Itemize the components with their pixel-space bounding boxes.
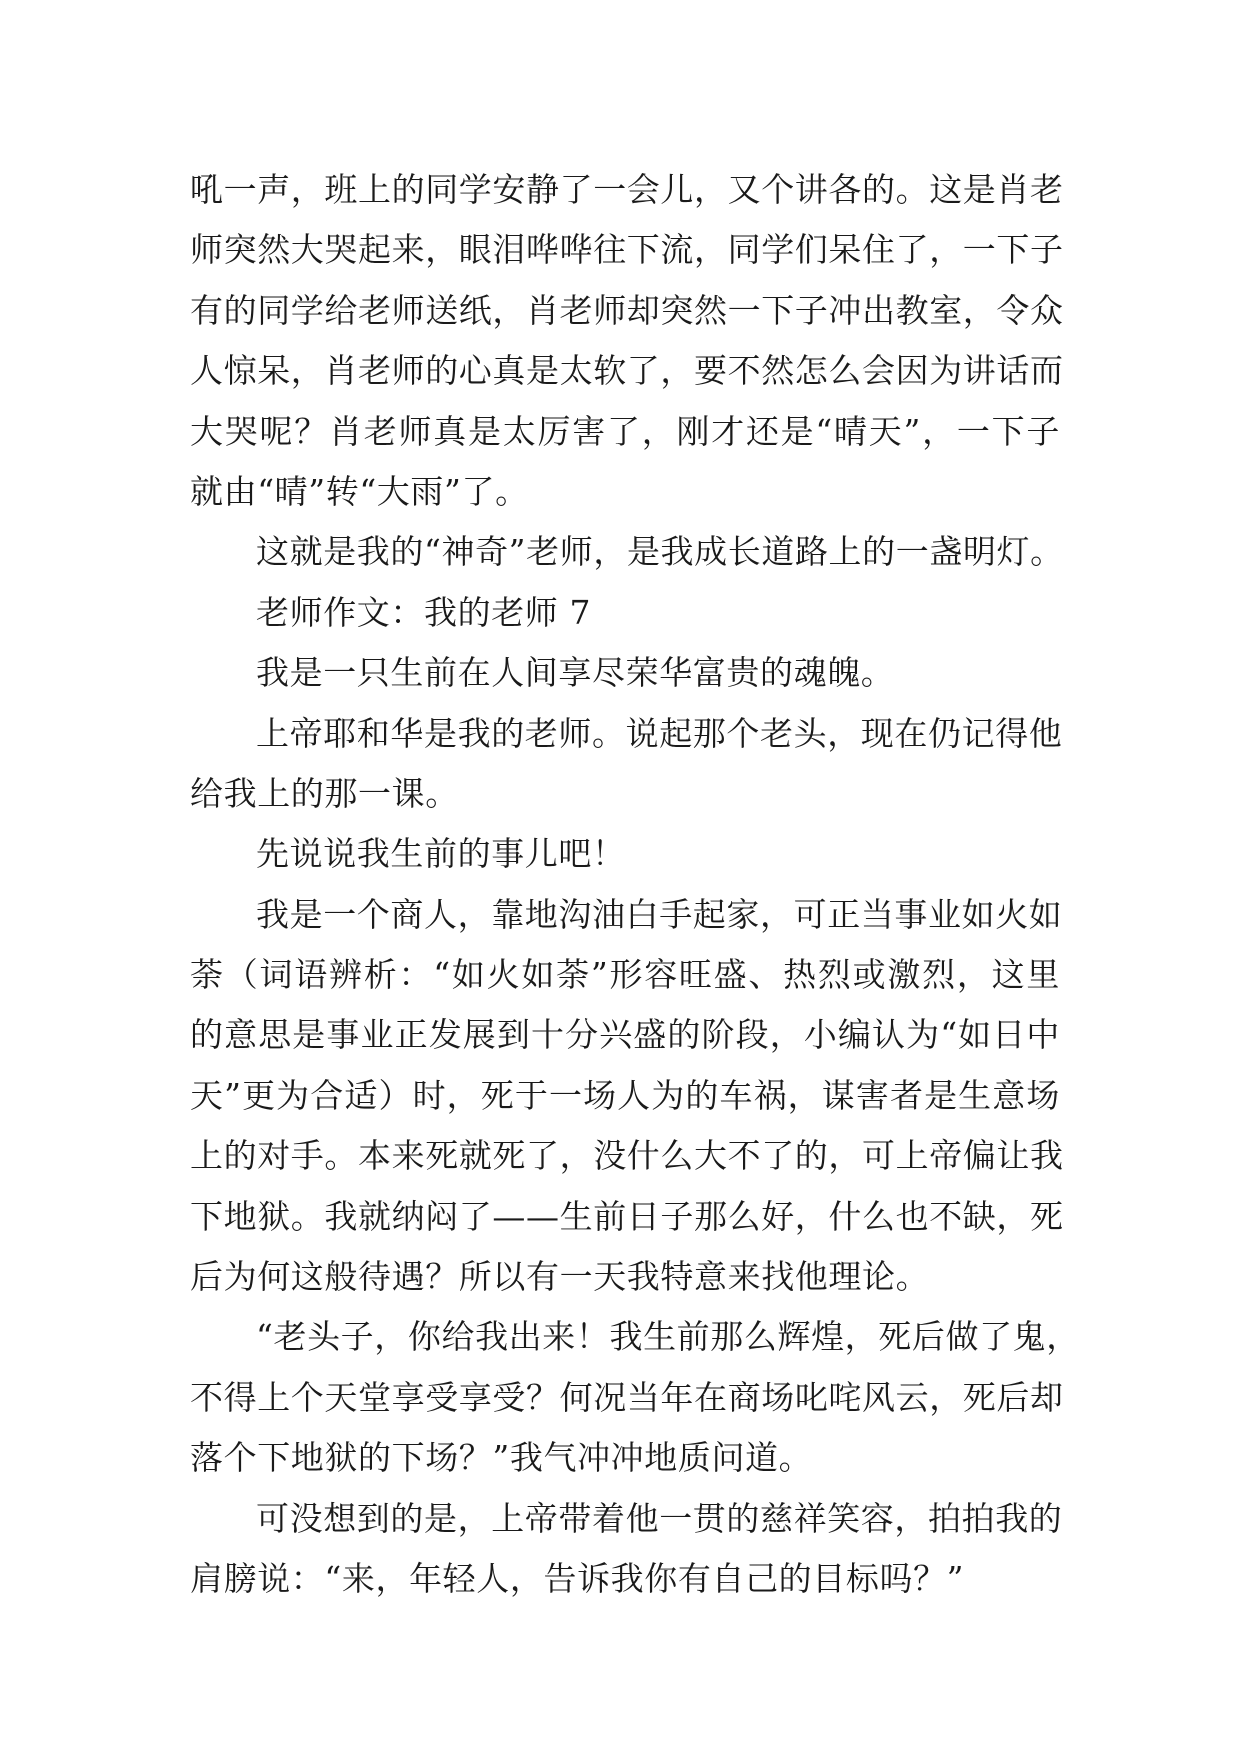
text-line: 有的同学给老师送纸，肖老师却突然一下子冲出教室，令众 [190, 290, 1064, 330]
paragraph-start-line: “老头子，你给我出来！我生前那么辉煌，死后做了鬼， [256, 1317, 1080, 1357]
text-line: 的意思是事业正发展到十分兴盛的阶段，小编认为“如日中 [190, 1015, 1060, 1055]
text-line: 师突然大哭起来，眼泪哗哗往下流，同学们呆住了，一下子 [190, 230, 1064, 270]
text-line: 后为何这般待遇？所以有一天我特意来找他理论。 [190, 1257, 930, 1297]
text-line: 不得上个天堂享受享受？何况当年在商场叱咤风云，死后却 [190, 1377, 1064, 1417]
text-line: 肩膀说：“来，年轻人，告诉我你有自己的目标吗？” [190, 1558, 965, 1598]
paragraph-start-line: 这就是我的“神奇”老师，是我成长道路上的一盏明灯。 [256, 532, 1064, 572]
text-line: 给我上的那一课。 [190, 773, 459, 813]
text-line: 落个下地狱的下场？”我气冲冲地质问道。 [190, 1438, 813, 1478]
paragraph-start-line: 上帝耶和华是我的老师。说起那个老头，现在仍记得他 [256, 713, 1063, 753]
paragraph-start-line: 我是一只生前在人间享尽荣华富贵的魂魄。 [256, 653, 895, 693]
text-line: 人惊呆，肖老师的心真是太软了，要不然怎么会因为讲话而 [190, 351, 1064, 391]
paragraph-start-line: 先说说我生前的事儿吧！ [256, 834, 626, 874]
document-body [190, 160, 1080, 1609]
text-line: 大哭呢？肖老师真是太厉害了，刚才还是“晴天”，一下子 [190, 411, 1060, 451]
section-heading: 老师作文：我的老师 7 [256, 592, 592, 632]
text-line: 吼一声，班上的同学安静了一会儿，又个讲各的。这是肖老 [190, 170, 1064, 209]
text-line: 就由“晴”转“大雨”了。 [190, 471, 529, 511]
text-line: 上的对手。本来死就死了，没什么大不了的，可上帝偏让我 [190, 1136, 1064, 1176]
text-line: 下地狱。我就纳闷了——生前日子那么好，什么也不缺，死 [190, 1196, 1064, 1236]
paragraph-start-line: 可没想到的是，上帝带着他一贯的慈祥笑容，拍拍我的 [256, 1498, 1063, 1538]
text-line: 荼（词语辨析：“如火如荼”形容旺盛、热烈或激烈，这里 [190, 955, 1060, 995]
text-line: 天”更为合适）时，死于一场人为的车祸，谋害者是生意场 [190, 1075, 1060, 1115]
paragraph-start-line: 我是一个商人，靠地沟油白手起家，可正当事业如火如 [256, 894, 1063, 934]
